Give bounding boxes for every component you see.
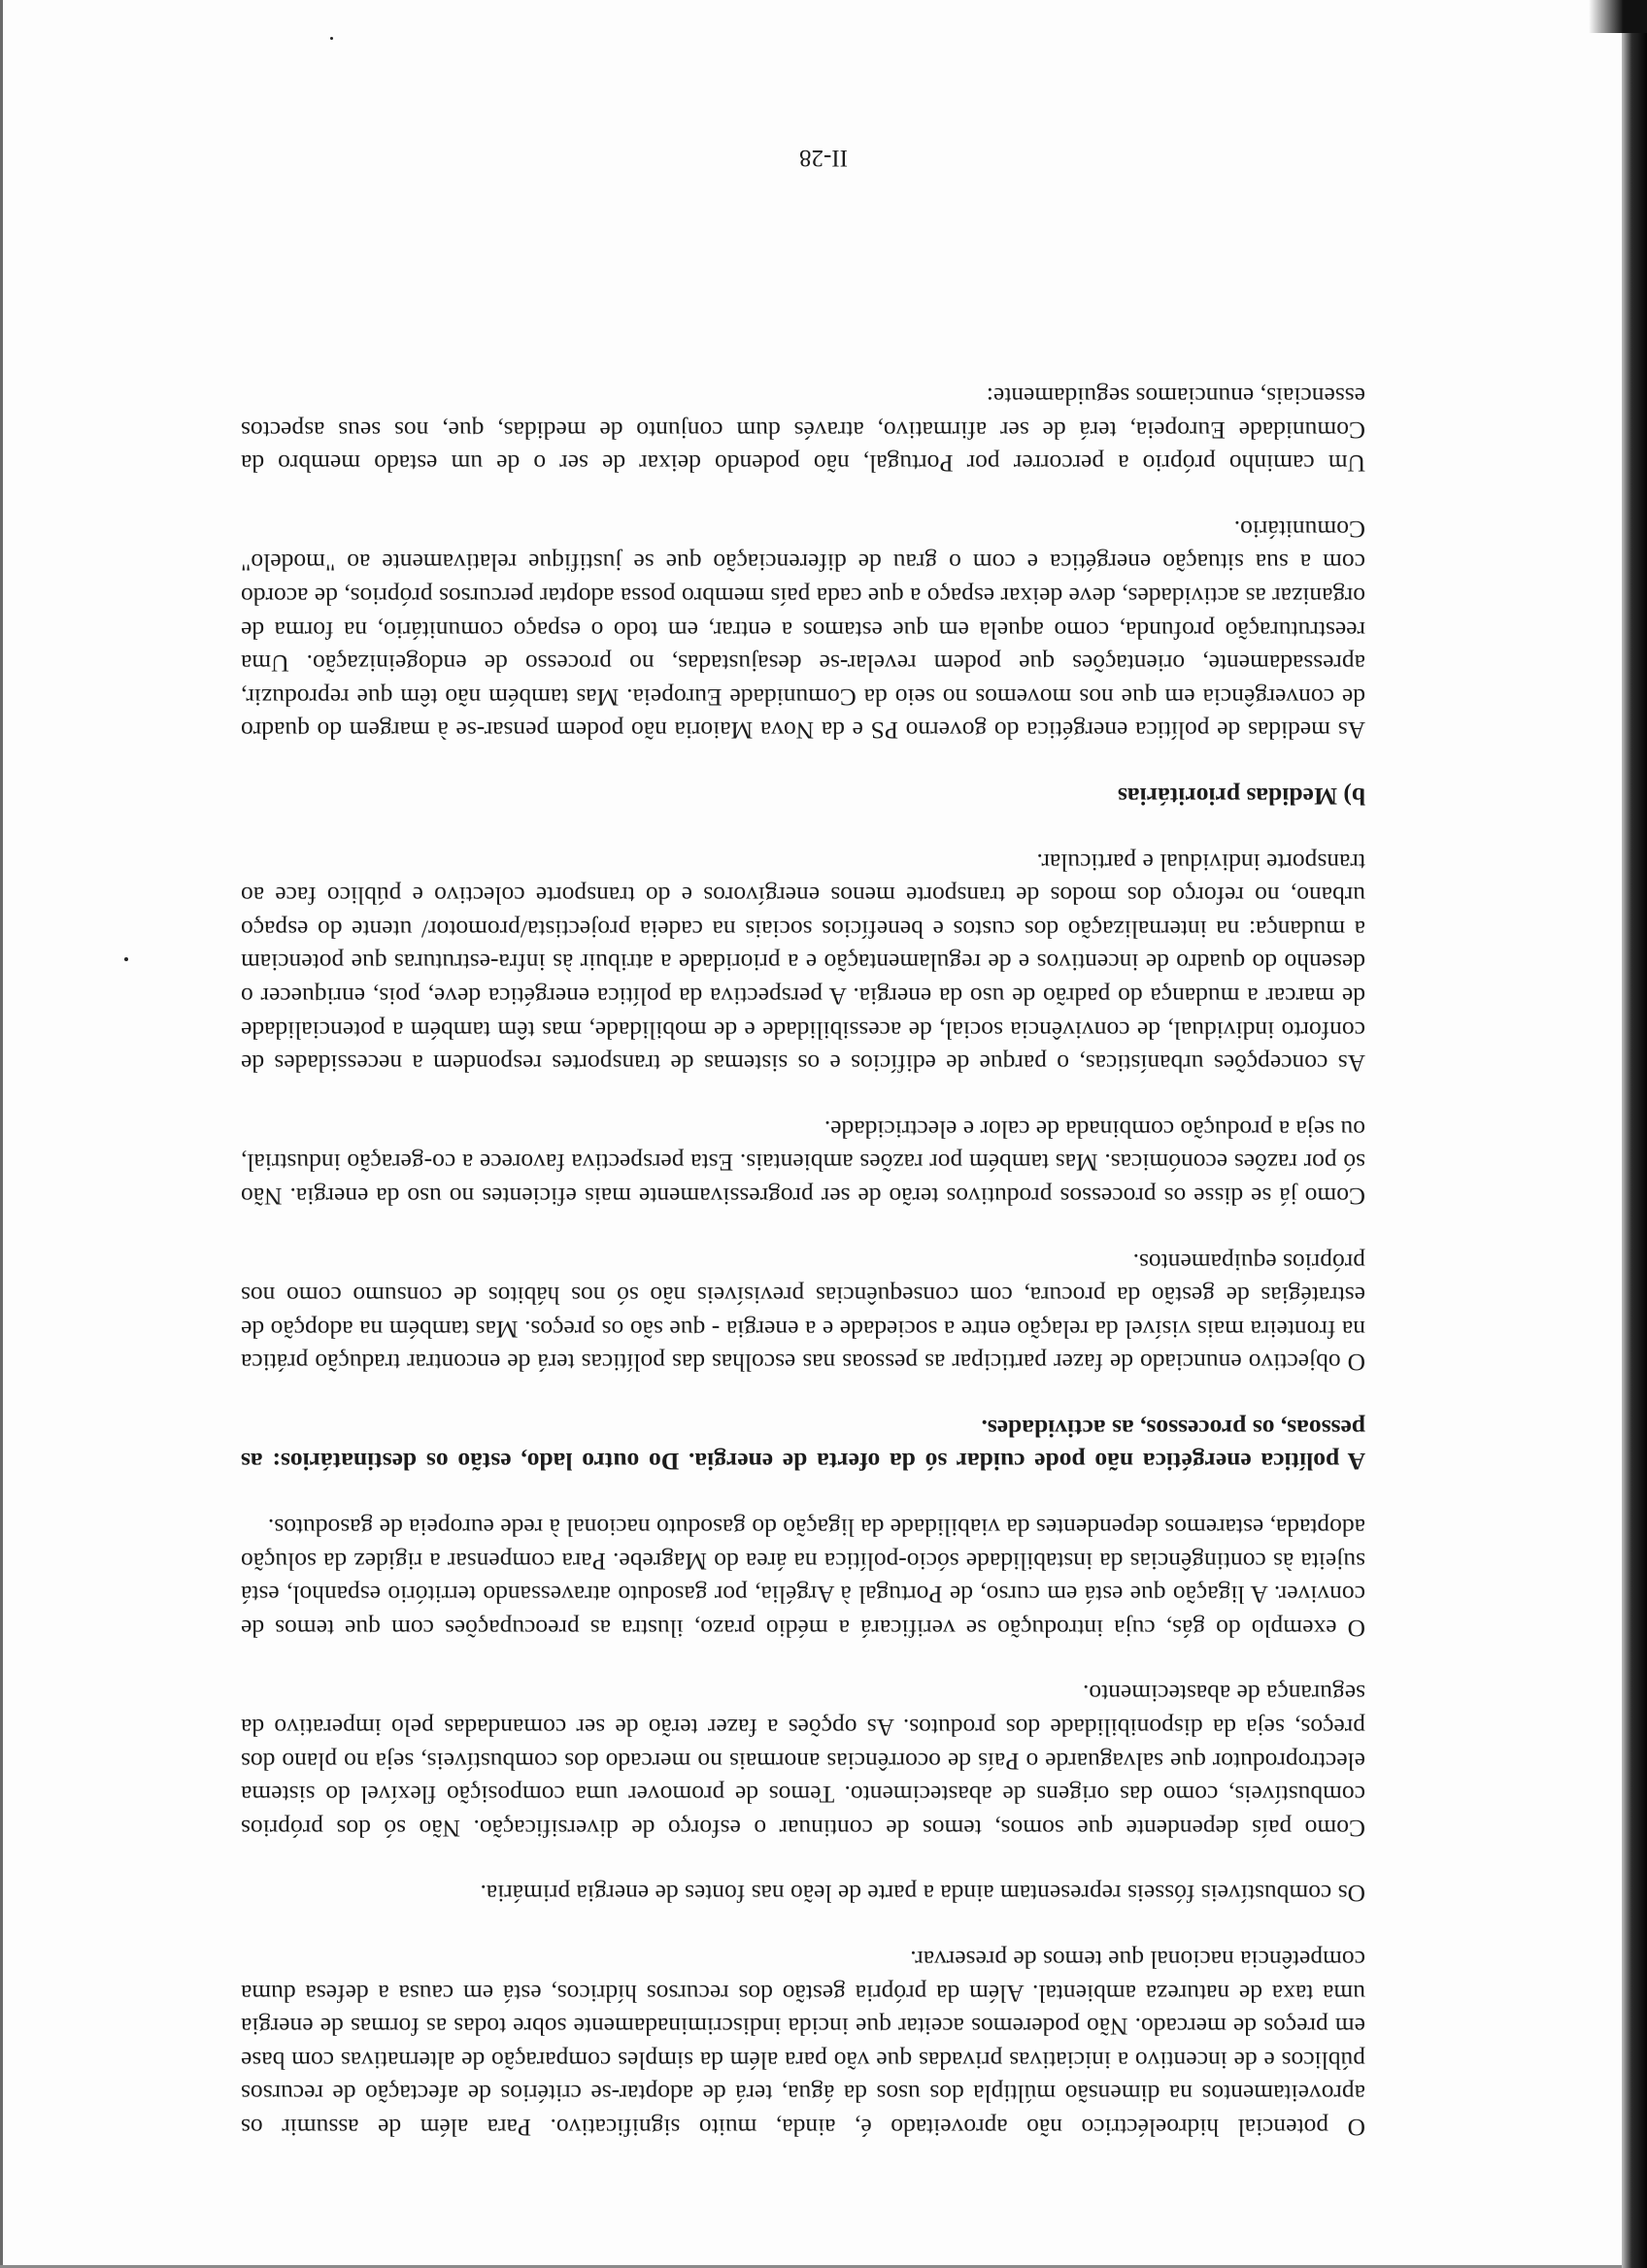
body-text — [241, 347, 1365, 2144]
paragraph-gas: O exemplo do gás, cuja introdução se verificará a médio prazo, ilustra as preocupações com que temos de conviver. A ligação que está em curso, de Portugal à Argélia, por gasoduto atravessando território espanhol, está sujeita às contingências da instabilidade sócio-política na área do Magrebe. Para compensar a rigidez da solução adoptada, estaremos dependentes da viabilidade da ligação do gasoduto nacional à rede europeia de gasodutos. — [241, 1514, 1365, 1643]
page-number: II-28 — [799, 145, 848, 171]
paragraph-prices: O objectivo enunciado de fazer participar as pessoas nas escolhas das políticas terá de encontrar tradução prática na fronteira mais visível da relação entre a sociedade e a energia - que são os preços. Mas também na adopção de estratégias de gestão da procura, com consequências previsíveis não só nos hábitos de consumo como nos próprios equipamentos. — [241, 1248, 1365, 1378]
paragraph-hydro: O potencial hidroeléctrico não aproveitado é, ainda, muito significativo. Para além de assumir os aproveitamentos na dimensão múltipla dos usos da água, terá de adoptar-se critérios de afectação de recursos públicos e de incentivo a iniciativas privadas que vão para além da simples comparação de alternativas com base em preços de mercado. Não poderemos aceitar que incida indiscriminadamente sobre todas as formas de energia uma taxa de natureza ambiental. Além da própria gestão dos recursos hídricos, está em causa a defesa duma competência nacional que temos de preservar. — [241, 1946, 1365, 2142]
paragraph-cogeneration: Como já se disse os processos produtivos terão de ser progressivamente mais eficientes no uso da energia. Não só por razões económicas. Mas também por razões ambientais. Esta perspectiva favorece a co-geração industrial, ou seja a produção combinada de calor e electricidade. — [241, 1115, 1365, 1211]
paragraph-measures: As medidas de política energética do governo PS e da Nova Maioria não podem pensar-se à margem do quadro de convergência em que nos movemos no seio da Comunidade Europeia. Mas também não têm que reproduzir, apressadamente, orientações que podem revelar-se desajustadas, no processo de endogeinização. Uma reestruturação profunda, como aquela em que estamos a entrar, em todo o espaço comunitário, na forma de organizar as actividades, deve deixar espaço a que cada país membro possa adoptar percursos próprios, de acordo com a sua situação energética e com o grau de diferenciação que se justifique relativamente ao "modelo" Comunitário. — [241, 515, 1365, 746]
paragraph-fossil: Os combustíveis fósseis representam ainda a parte de leão nas fontes de energia primária. — [480, 1880, 1365, 1909]
section-heading: b) Medidas prioritárias — [1118, 783, 1365, 811]
paragraph-diversification: Como país dependente que somos, temos de continuar o esforço de diversificação. Não só dos próprios combustíveis, como das origens de abastecimento. Temos de promover uma composição flexível do sistema electroprodutor que salvaguarde o País de ocorrências anormais no mercado dos combustíveis, seja no plano dos preços, seja da disponibilidade dos produtos. As opções a fazer terão de ser comandadas pelo imperativo da segurança de abastecimento. — [241, 1680, 1365, 1843]
bold-statement: A política energética não pode cuidar só da oferta de energia. Do outro lado, estão os destinatários: as pessoas, os processos, as actividades. — [241, 1414, 1365, 1477]
paragraph-path: Um caminho próprio a percorrer por Portugal, não podendo deixar de ser o de um estado membro da Comunidade Europeia, terá de ser afirmativo, através dum conjunto de medidas, que, nos seus aspectos essenciais, enunciamos seguidamente: — [241, 383, 1365, 479]
paragraph-urban: As concepções urbanísticas, o parque de edifícios e os sistemas de transportes respondem a necessidades de conforto individual, de convivência social, de acessibilidade e de mobilidade, mas têm também a potencialidade de marcar a mudança do padrão de uso da energia. A perspectiva da política energética deve, pois, enriquecer o desenho do quadro de incentivos e de regulamentação e a prioridade a atribuir às infra-estruturas que potenciam a mudança: na internalização dos custos e benefícios sociais na cadeia projectista/promotor/ utente do espaço urbano, no reforço dos modos de transporte menos energívoros e do transporte colectivo e público face ao transporte individual e particular. — [241, 848, 1365, 1079]
